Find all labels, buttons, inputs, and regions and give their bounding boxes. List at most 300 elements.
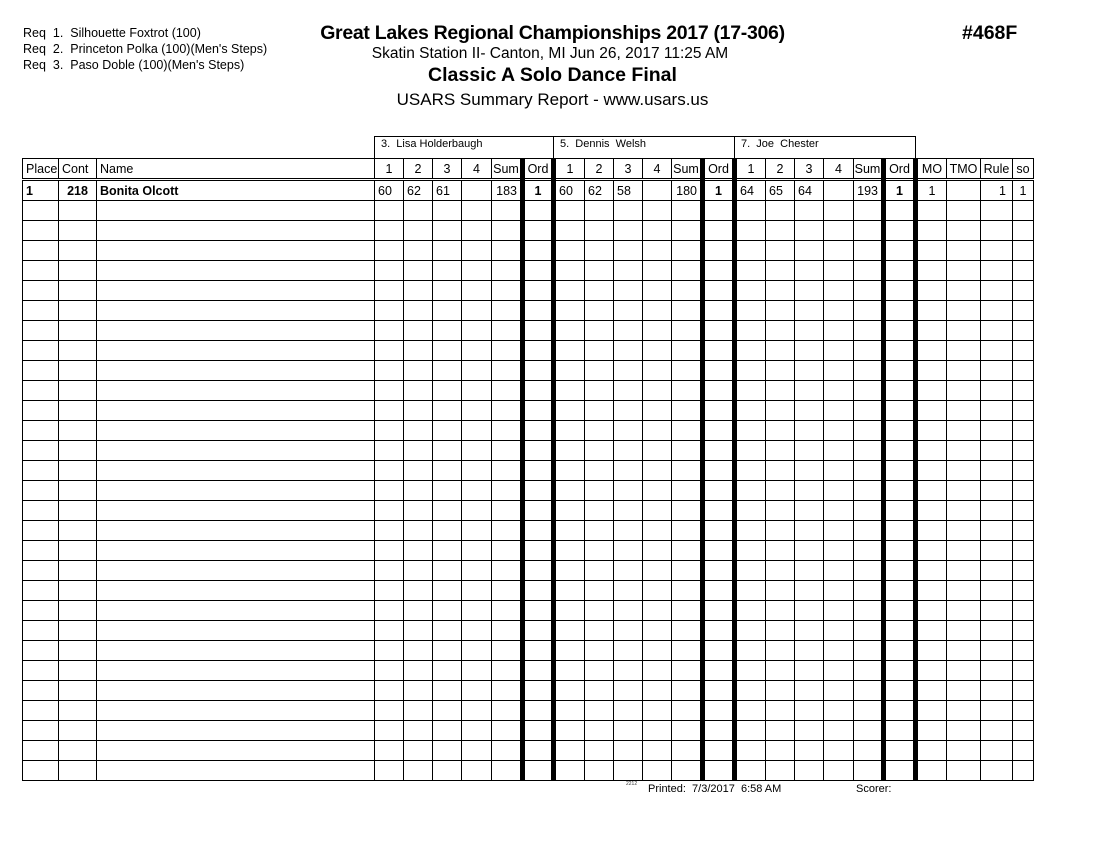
empty-cell bbox=[59, 381, 97, 401]
empty-cell bbox=[554, 441, 585, 461]
empty-cell bbox=[735, 361, 766, 381]
empty-cell bbox=[854, 681, 884, 701]
empty-cell bbox=[735, 221, 766, 241]
empty-cell bbox=[523, 561, 554, 581]
empty-cell bbox=[981, 261, 1013, 281]
empty-cell bbox=[492, 441, 523, 461]
empty-cell bbox=[492, 281, 523, 301]
empty-cell bbox=[795, 361, 824, 381]
table-row-empty bbox=[23, 481, 1034, 501]
empty-cell bbox=[614, 721, 643, 741]
empty-cell bbox=[585, 341, 614, 361]
col-j1-sum: Sum bbox=[492, 159, 523, 180]
empty-cell bbox=[824, 361, 854, 381]
empty-cell bbox=[375, 381, 404, 401]
empty-cell bbox=[735, 601, 766, 621]
table-row-empty bbox=[23, 381, 1034, 401]
empty-cell bbox=[884, 341, 916, 361]
empty-cell bbox=[492, 401, 523, 421]
empty-cell bbox=[1013, 301, 1034, 321]
col-j3-score4: 4 bbox=[824, 159, 854, 180]
empty-cell bbox=[766, 541, 795, 561]
table-row-empty bbox=[23, 461, 1034, 481]
empty-cell bbox=[554, 501, 585, 521]
empty-cell bbox=[375, 341, 404, 361]
empty-cell bbox=[585, 561, 614, 581]
empty-cell bbox=[1013, 601, 1034, 621]
empty-cell bbox=[643, 281, 672, 301]
empty-cell bbox=[981, 641, 1013, 661]
empty-cell bbox=[585, 201, 614, 221]
table-row-empty bbox=[23, 681, 1034, 701]
empty-cell bbox=[404, 481, 433, 501]
empty-cell bbox=[981, 521, 1013, 541]
empty-cell bbox=[523, 201, 554, 221]
empty-cell bbox=[766, 741, 795, 761]
empty-cell bbox=[404, 581, 433, 601]
empty-cell bbox=[916, 461, 947, 481]
empty-cell bbox=[523, 601, 554, 621]
empty-cell bbox=[375, 321, 404, 341]
empty-cell bbox=[523, 401, 554, 421]
empty-cell bbox=[916, 761, 947, 781]
j2-score3-cell: 58 bbox=[614, 180, 643, 201]
empty-cell bbox=[433, 681, 462, 701]
empty-cell bbox=[614, 761, 643, 781]
empty-cell bbox=[404, 501, 433, 521]
empty-cell bbox=[854, 501, 884, 521]
empty-cell bbox=[375, 301, 404, 321]
empty-cell bbox=[766, 601, 795, 621]
empty-cell bbox=[97, 481, 375, 501]
empty-cell bbox=[523, 281, 554, 301]
col-place: Place bbox=[23, 159, 59, 180]
empty-cell bbox=[375, 361, 404, 381]
empty-cell bbox=[492, 341, 523, 361]
empty-cell bbox=[462, 481, 492, 501]
empty-cell bbox=[492, 261, 523, 281]
empty-cell bbox=[884, 401, 916, 421]
empty-cell bbox=[735, 461, 766, 481]
empty-cell bbox=[795, 661, 824, 681]
empty-cell bbox=[462, 601, 492, 621]
empty-cell bbox=[703, 521, 735, 541]
empty-cell bbox=[672, 521, 703, 541]
judge-header-2: 5. Dennis Welsh bbox=[553, 136, 735, 158]
empty-cell bbox=[981, 601, 1013, 621]
empty-cell bbox=[672, 761, 703, 781]
empty-cell bbox=[643, 441, 672, 461]
empty-cell bbox=[492, 421, 523, 441]
empty-cell bbox=[614, 361, 643, 381]
empty-cell bbox=[554, 381, 585, 401]
empty-cell bbox=[59, 621, 97, 641]
empty-cell bbox=[735, 281, 766, 301]
empty-cell bbox=[703, 621, 735, 641]
empty-cell bbox=[884, 441, 916, 461]
empty-cell bbox=[1013, 381, 1034, 401]
empty-cell bbox=[97, 401, 375, 421]
empty-cell bbox=[97, 741, 375, 761]
empty-cell bbox=[947, 321, 981, 341]
empty-cell bbox=[404, 601, 433, 621]
empty-cell bbox=[916, 301, 947, 321]
empty-cell bbox=[97, 221, 375, 241]
empty-cell bbox=[735, 641, 766, 661]
empty-cell bbox=[462, 761, 492, 781]
name-cell: Bonita Olcott bbox=[97, 180, 375, 201]
event-title: Classic A Solo Dance Final bbox=[428, 64, 677, 86]
j3-score3-cell: 64 bbox=[795, 180, 824, 201]
tmo-cell bbox=[947, 180, 981, 201]
empty-cell bbox=[766, 421, 795, 441]
empty-cell bbox=[766, 281, 795, 301]
empty-cell bbox=[824, 541, 854, 561]
empty-cell bbox=[585, 641, 614, 661]
empty-cell bbox=[824, 601, 854, 621]
empty-cell bbox=[672, 221, 703, 241]
empty-cell bbox=[884, 201, 916, 221]
empty-cell bbox=[23, 721, 59, 741]
empty-cell bbox=[523, 761, 554, 781]
empty-cell bbox=[375, 701, 404, 721]
empty-cell bbox=[97, 601, 375, 621]
empty-cell bbox=[23, 581, 59, 601]
empty-cell bbox=[375, 481, 404, 501]
empty-cell bbox=[614, 341, 643, 361]
empty-cell bbox=[854, 241, 884, 261]
empty-cell bbox=[462, 441, 492, 461]
empty-cell bbox=[1013, 501, 1034, 521]
empty-cell bbox=[375, 721, 404, 741]
empty-cell bbox=[643, 401, 672, 421]
empty-cell bbox=[433, 761, 462, 781]
empty-cell bbox=[916, 441, 947, 461]
empty-cell bbox=[585, 661, 614, 681]
empty-cell bbox=[947, 441, 981, 461]
venue-date: Skatin Station II- Canton, MI Jun 26, 2017 11:25 AM bbox=[371, 45, 729, 62]
empty-cell bbox=[492, 361, 523, 381]
empty-cell bbox=[554, 201, 585, 221]
empty-cell bbox=[643, 581, 672, 601]
empty-cell bbox=[492, 561, 523, 581]
empty-cell bbox=[947, 541, 981, 561]
empty-cell bbox=[672, 741, 703, 761]
empty-cell bbox=[404, 341, 433, 361]
empty-cell bbox=[614, 621, 643, 641]
empty-cell bbox=[916, 681, 947, 701]
empty-cell bbox=[795, 721, 824, 741]
empty-cell bbox=[766, 681, 795, 701]
empty-cell bbox=[554, 221, 585, 241]
empty-cell bbox=[947, 221, 981, 241]
empty-cell bbox=[854, 761, 884, 781]
empty-cell bbox=[554, 421, 585, 441]
empty-cell bbox=[614, 521, 643, 541]
empty-cell bbox=[824, 381, 854, 401]
empty-cell bbox=[97, 241, 375, 261]
empty-cell bbox=[824, 221, 854, 241]
empty-cell bbox=[59, 241, 97, 261]
empty-cell bbox=[854, 701, 884, 721]
empty-cell bbox=[433, 241, 462, 261]
empty-cell bbox=[916, 241, 947, 261]
empty-cell bbox=[462, 581, 492, 601]
empty-cell bbox=[884, 561, 916, 581]
empty-cell bbox=[523, 681, 554, 701]
empty-cell bbox=[404, 621, 433, 641]
empty-cell bbox=[554, 301, 585, 321]
empty-cell bbox=[23, 501, 59, 521]
empty-cell bbox=[375, 641, 404, 661]
empty-cell bbox=[643, 521, 672, 541]
empty-cell bbox=[97, 301, 375, 321]
empty-cell bbox=[981, 301, 1013, 321]
empty-cell bbox=[1013, 521, 1034, 541]
table-row-empty bbox=[23, 521, 1034, 541]
empty-cell bbox=[795, 501, 824, 521]
empty-cell bbox=[947, 701, 981, 721]
empty-cell bbox=[554, 681, 585, 701]
empty-cell bbox=[614, 701, 643, 721]
empty-cell bbox=[59, 681, 97, 701]
empty-cell bbox=[643, 261, 672, 281]
empty-cell bbox=[462, 301, 492, 321]
empty-cell bbox=[735, 741, 766, 761]
empty-cell bbox=[375, 741, 404, 761]
j3-score2-cell: 65 bbox=[766, 180, 795, 201]
empty-cell bbox=[554, 721, 585, 741]
empty-cell bbox=[585, 361, 614, 381]
empty-cell bbox=[614, 541, 643, 561]
empty-cell bbox=[643, 681, 672, 701]
empty-cell bbox=[404, 741, 433, 761]
empty-cell bbox=[433, 561, 462, 581]
empty-cell bbox=[795, 321, 824, 341]
empty-cell bbox=[766, 341, 795, 361]
empty-cell bbox=[916, 481, 947, 501]
required-dance-2: Req 2. Princeton Polka (100)(Men's Steps) bbox=[23, 42, 268, 56]
empty-cell bbox=[947, 201, 981, 221]
empty-cell bbox=[916, 341, 947, 361]
empty-cell bbox=[643, 481, 672, 501]
empty-cell bbox=[97, 761, 375, 781]
empty-cell bbox=[703, 561, 735, 581]
empty-cell bbox=[981, 281, 1013, 301]
empty-cell bbox=[97, 581, 375, 601]
j3-sum-cell: 193 bbox=[854, 180, 884, 201]
empty-cell bbox=[462, 361, 492, 381]
empty-cell bbox=[766, 381, 795, 401]
table-row-empty bbox=[23, 541, 1034, 561]
empty-cell bbox=[554, 281, 585, 301]
empty-cell bbox=[884, 281, 916, 301]
empty-cell bbox=[795, 741, 824, 761]
empty-cell bbox=[433, 301, 462, 321]
empty-cell bbox=[492, 381, 523, 401]
empty-cell bbox=[703, 341, 735, 361]
empty-cell bbox=[643, 461, 672, 481]
empty-cell bbox=[614, 281, 643, 301]
empty-cell bbox=[433, 341, 462, 361]
empty-cell bbox=[824, 661, 854, 681]
empty-cell bbox=[766, 701, 795, 721]
so-cell: 1 bbox=[1013, 180, 1034, 201]
empty-cell bbox=[854, 421, 884, 441]
empty-cell bbox=[433, 461, 462, 481]
col-j3-score2: 2 bbox=[766, 159, 795, 180]
empty-cell bbox=[59, 561, 97, 581]
empty-cell bbox=[981, 761, 1013, 781]
j1-ord-cell: 1 bbox=[523, 180, 554, 201]
empty-cell bbox=[492, 541, 523, 561]
empty-cell bbox=[23, 541, 59, 561]
empty-cell bbox=[824, 501, 854, 521]
empty-cell bbox=[59, 761, 97, 781]
empty-cell bbox=[735, 721, 766, 741]
empty-cell bbox=[433, 421, 462, 441]
empty-cell bbox=[766, 661, 795, 681]
empty-cell bbox=[766, 241, 795, 261]
empty-cell bbox=[404, 721, 433, 741]
empty-cell bbox=[981, 361, 1013, 381]
empty-cell bbox=[703, 501, 735, 521]
empty-cell bbox=[375, 401, 404, 421]
empty-cell bbox=[795, 681, 824, 701]
empty-cell bbox=[1013, 741, 1034, 761]
empty-cell bbox=[523, 621, 554, 641]
table-row-empty bbox=[23, 201, 1034, 221]
empty-cell bbox=[735, 701, 766, 721]
empty-cell bbox=[23, 301, 59, 321]
empty-cell bbox=[614, 481, 643, 501]
empty-cell bbox=[59, 201, 97, 221]
empty-cell bbox=[554, 481, 585, 501]
empty-cell bbox=[614, 421, 643, 441]
empty-cell bbox=[766, 761, 795, 781]
empty-cell bbox=[824, 641, 854, 661]
j1-score1-cell: 60 bbox=[375, 180, 404, 201]
col-name: Name bbox=[97, 159, 375, 180]
empty-cell bbox=[824, 461, 854, 481]
empty-cell bbox=[97, 261, 375, 281]
table-row-empty bbox=[23, 701, 1034, 721]
j1-score4-cell bbox=[462, 180, 492, 201]
empty-cell bbox=[643, 501, 672, 521]
competition-title: Great Lakes Regional Championships 2017 (17-306) bbox=[320, 22, 785, 44]
empty-cell bbox=[703, 221, 735, 241]
empty-cell bbox=[947, 301, 981, 321]
empty-cell bbox=[554, 241, 585, 261]
empty-cell bbox=[23, 761, 59, 781]
col-j3-sum: Sum bbox=[854, 159, 884, 180]
empty-cell bbox=[433, 281, 462, 301]
empty-cell bbox=[854, 321, 884, 341]
judge-header-3: 7. Joe Chester bbox=[734, 136, 916, 158]
empty-cell bbox=[884, 361, 916, 381]
results-table bbox=[22, 158, 1034, 781]
empty-cell bbox=[1013, 721, 1034, 741]
empty-cell bbox=[433, 701, 462, 721]
empty-cell bbox=[703, 641, 735, 661]
empty-cell bbox=[614, 741, 643, 761]
empty-cell bbox=[523, 641, 554, 661]
j2-score1-cell: 60 bbox=[554, 180, 585, 201]
empty-cell bbox=[643, 341, 672, 361]
empty-cell bbox=[97, 421, 375, 441]
empty-cell bbox=[766, 301, 795, 321]
empty-cell bbox=[854, 741, 884, 761]
empty-cell bbox=[795, 421, 824, 441]
empty-cell bbox=[824, 261, 854, 281]
empty-cell bbox=[643, 201, 672, 221]
empty-cell bbox=[404, 541, 433, 561]
empty-cell bbox=[854, 461, 884, 481]
empty-cell bbox=[23, 341, 59, 361]
empty-cell bbox=[375, 201, 404, 221]
col-j2-ord: Ord bbox=[703, 159, 735, 180]
empty-cell bbox=[23, 381, 59, 401]
empty-cell bbox=[947, 721, 981, 741]
empty-cell bbox=[404, 561, 433, 581]
empty-cell bbox=[916, 421, 947, 441]
empty-cell bbox=[916, 661, 947, 681]
empty-cell bbox=[884, 241, 916, 261]
empty-cell bbox=[981, 401, 1013, 421]
empty-cell bbox=[59, 741, 97, 761]
empty-cell bbox=[703, 461, 735, 481]
empty-cell bbox=[23, 241, 59, 261]
empty-cell bbox=[1013, 541, 1034, 561]
empty-cell bbox=[433, 401, 462, 421]
empty-cell bbox=[947, 661, 981, 681]
empty-cell bbox=[462, 681, 492, 701]
empty-cell bbox=[735, 541, 766, 561]
empty-cell bbox=[59, 541, 97, 561]
empty-cell bbox=[59, 361, 97, 381]
empty-cell bbox=[523, 721, 554, 741]
empty-cell bbox=[585, 741, 614, 761]
empty-cell bbox=[735, 441, 766, 461]
empty-cell bbox=[97, 341, 375, 361]
empty-cell bbox=[916, 401, 947, 421]
empty-cell bbox=[375, 521, 404, 541]
empty-cell bbox=[947, 461, 981, 481]
empty-cell bbox=[643, 661, 672, 681]
empty-cell bbox=[703, 201, 735, 221]
mo-cell: 1 bbox=[916, 180, 947, 201]
empty-cell bbox=[824, 301, 854, 321]
empty-cell bbox=[672, 721, 703, 741]
empty-cell bbox=[703, 401, 735, 421]
empty-cell bbox=[462, 201, 492, 221]
empty-cell bbox=[433, 661, 462, 681]
empty-cell bbox=[375, 461, 404, 481]
empty-cell bbox=[795, 701, 824, 721]
empty-cell bbox=[523, 221, 554, 241]
empty-cell bbox=[854, 401, 884, 421]
empty-cell bbox=[614, 601, 643, 621]
empty-cell bbox=[375, 261, 404, 281]
empty-cell bbox=[672, 341, 703, 361]
empty-cell bbox=[23, 661, 59, 681]
empty-cell bbox=[981, 741, 1013, 761]
table-row-empty bbox=[23, 621, 1034, 641]
empty-cell bbox=[916, 521, 947, 541]
empty-cell bbox=[59, 521, 97, 541]
empty-cell bbox=[916, 361, 947, 381]
empty-cell bbox=[884, 501, 916, 521]
